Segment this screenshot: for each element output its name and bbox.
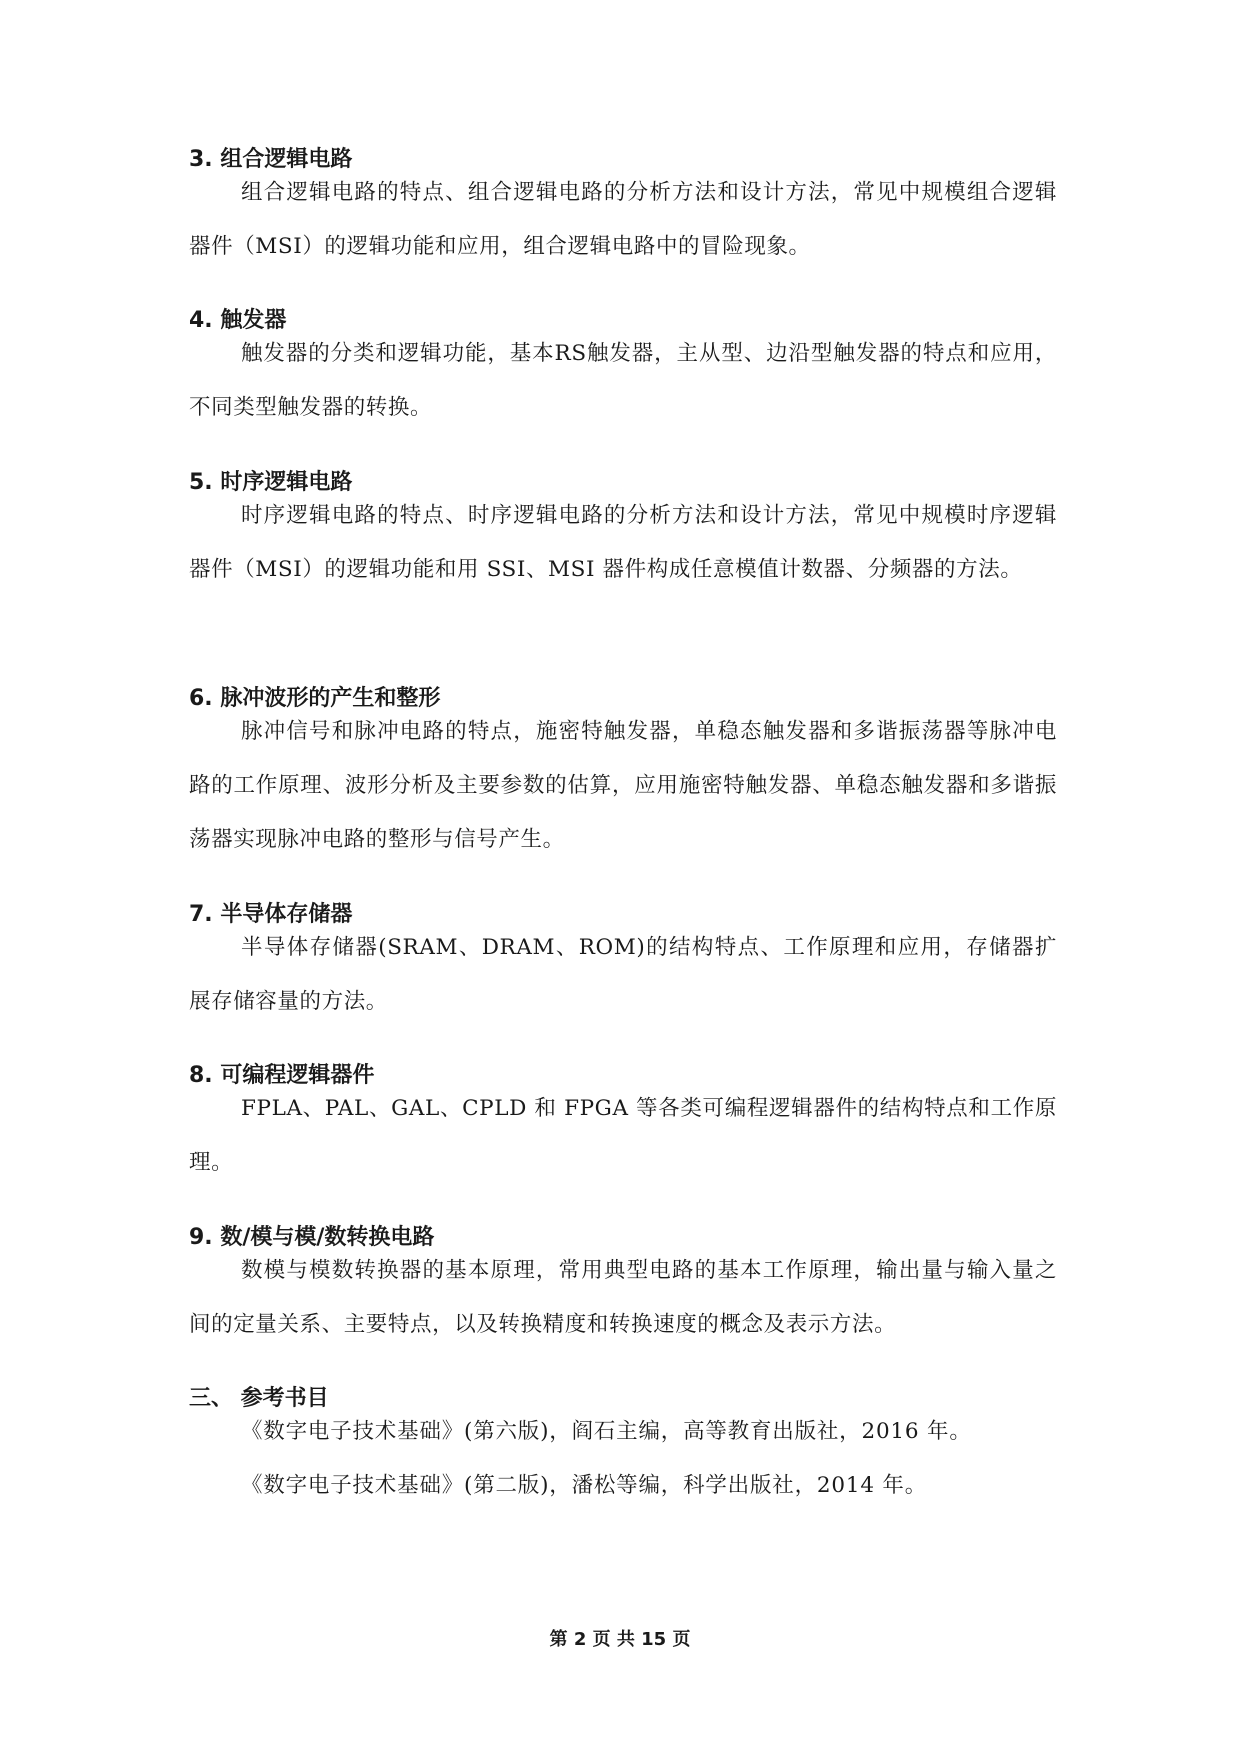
section-body-3: 组合逻辑电路的特点、组合逻辑电路的分析方法和设计方法，常见中规模组合逻辑器件（MSI）的逻辑功能和应用，组合逻辑电路中的冒险现象。 (189, 180, 1057, 259)
references-heading: 三、 参考书目 (189, 1386, 329, 1411)
section-body-9: 数模与模数转换器的基本原理，常用典型电路的基本工作原理，输出量与输入量之间的定量关系、主要特点，以及转换精度和转换速度的概念及表示方法。 (189, 1258, 1057, 1337)
section-heading-9: 9. 数/模与模/数转换电路 (189, 1225, 435, 1250)
section-body-7: 半导体存储器(SRAM、DRAM、ROM)的结构特点、工作原理和应用，存储器扩展存储容量的方法。 (189, 935, 1057, 1014)
reference-item-1: 《数字电子技术基础》(第六版)，阎石主编，高等教育出版社，2016 年。 (241, 1419, 972, 1444)
section-body-5: 时序逻辑电路的特点、时序逻辑电路的分析方法和设计方法，常见中规模时序逻辑器件（MSI）的逻辑功能和用 SSI、MSI 器件构成任意模值计数器、分频器的方法。 (189, 503, 1057, 582)
document-page (189, 0, 1057, 1754)
section-heading-5: 5. 时序逻辑电路 (189, 470, 353, 495)
reference-item-2: 《数字电子技术基础》(第二版)，潘松等编，科学出版社，2014 年。 (241, 1473, 928, 1498)
section-heading-3: 3. 组合逻辑电路 (189, 147, 353, 172)
page-number-footer: 第 2 页 共 15 页 (549, 1629, 691, 1650)
section-heading-7: 7. 半导体存储器 (189, 902, 353, 927)
section-heading-6: 6. 脉冲波形的产生和整形 (189, 686, 441, 711)
section-heading-4: 4. 触发器 (189, 308, 287, 333)
section-heading-8: 8. 可编程逻辑器件 (189, 1063, 375, 1088)
section-body-4: 触发器的分类和逻辑功能，基本RS触发器，主从型、边沿型触发器的特点和应用，不同类型触发器的转换。 (189, 341, 1057, 420)
section-body-8: FPLA、PAL、GAL、CPLD 和 FPGA 等各类可编程逻辑器件的结构特点和工作原理。 (189, 1096, 1057, 1175)
section-body-6: 脉冲信号和脉冲电路的特点，施密特触发器，单稳态触发器和多谐振荡器等脉冲电路的工作原理、波形分析及主要参数的估算，应用施密特触发器、单稳态触发器和多谐振荡器实现脉冲电路的整形与信号产生。 (189, 719, 1057, 852)
